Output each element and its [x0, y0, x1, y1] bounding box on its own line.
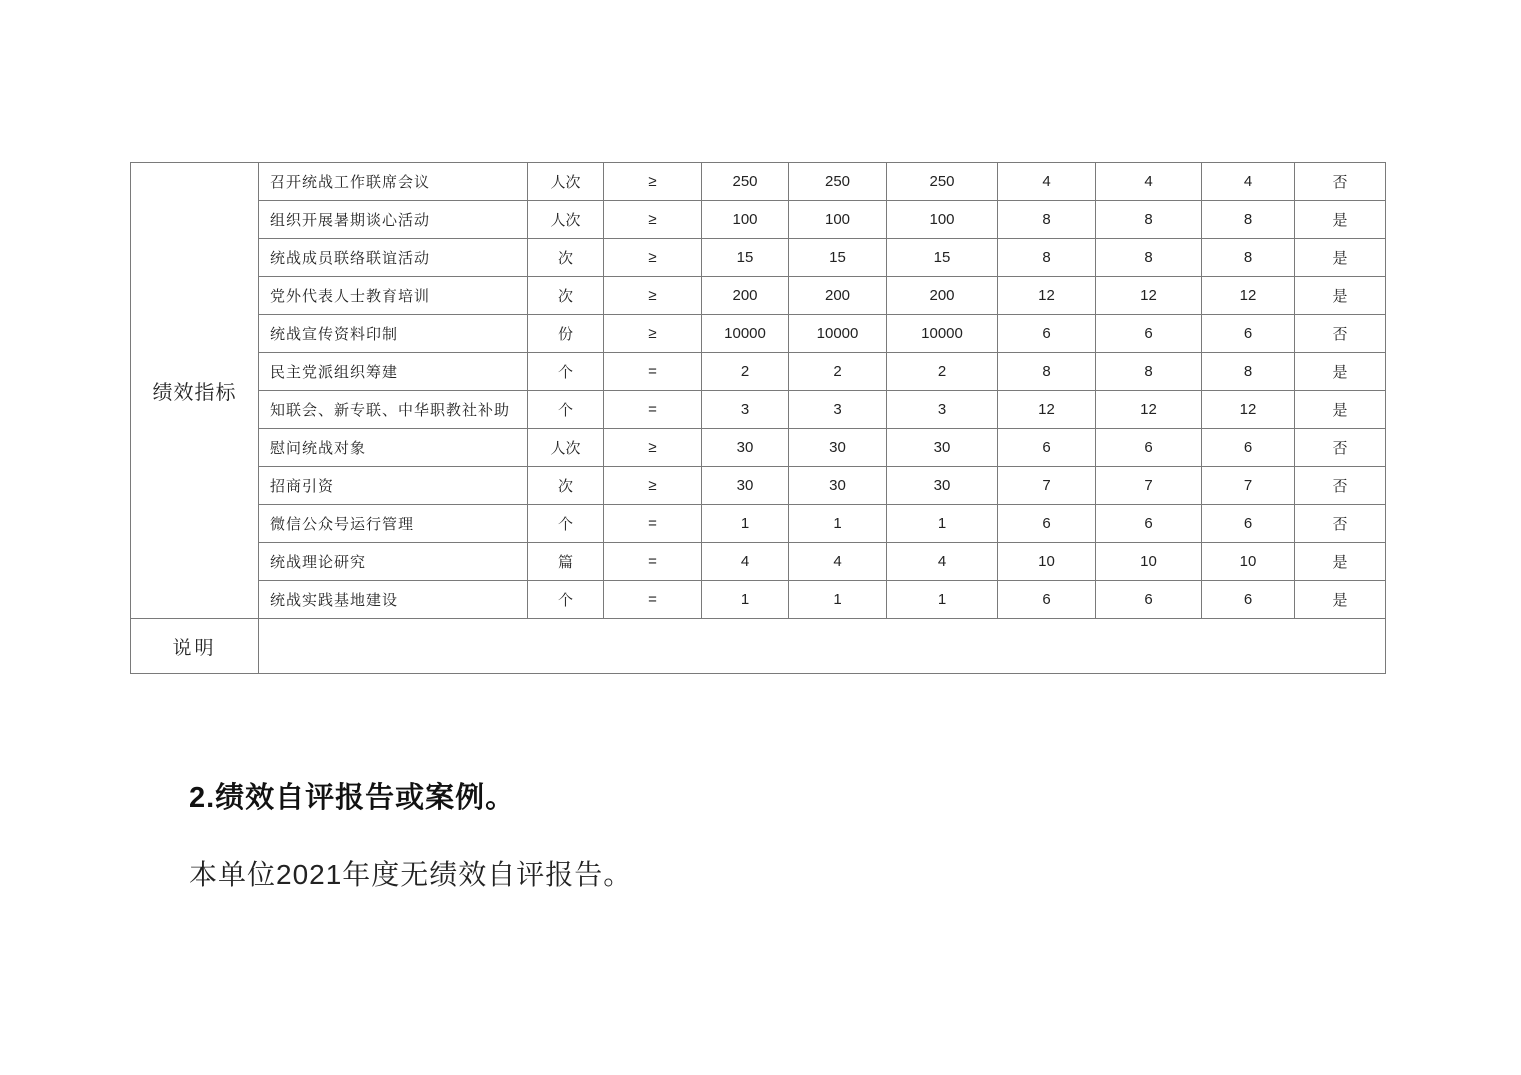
score-cell: 8 [1096, 201, 1202, 239]
score-cell: 12 [1202, 277, 1295, 315]
note-label: 说明 [131, 619, 259, 674]
score-cell: 12 [1096, 391, 1202, 429]
note-row [131, 619, 1386, 674]
value-cell: 2 [789, 353, 887, 391]
indicator-name-cell: 统战实践基地建设 [259, 581, 528, 619]
flag-cell: 否 [1295, 467, 1386, 505]
score-cell: 10 [1202, 543, 1295, 581]
operator-cell: = [604, 581, 702, 619]
flag-cell: 否 [1295, 163, 1386, 201]
table-row [131, 581, 1386, 619]
value-cell: 30 [887, 429, 998, 467]
value-cell: 250 [702, 163, 789, 201]
score-cell: 4 [998, 163, 1096, 201]
operator-cell: ≥ [604, 277, 702, 315]
indicator-name-cell: 组织开展暑期谈心活动 [259, 201, 528, 239]
indicator-name-cell: 民主党派组织筹建 [259, 353, 528, 391]
unit-cell: 份 [528, 315, 604, 353]
flag-cell: 是 [1295, 391, 1386, 429]
table-body [131, 163, 1386, 674]
score-cell: 6 [998, 581, 1096, 619]
score-cell: 12 [1202, 391, 1295, 429]
value-cell: 3 [789, 391, 887, 429]
score-cell: 8 [998, 201, 1096, 239]
value-cell: 250 [789, 163, 887, 201]
value-cell: 1 [789, 505, 887, 543]
value-cell: 30 [789, 429, 887, 467]
indicator-name-cell: 知联会、新专联、中华职教社补助 [259, 391, 528, 429]
operator-cell: ≥ [604, 239, 702, 277]
value-cell: 200 [789, 277, 887, 315]
indicator-name-cell: 统战宣传资料印制 [259, 315, 528, 353]
value-cell: 100 [789, 201, 887, 239]
operator-cell: ≥ [604, 201, 702, 239]
value-cell: 1 [887, 581, 998, 619]
value-cell: 30 [702, 429, 789, 467]
flag-cell: 是 [1295, 277, 1386, 315]
table-row [131, 505, 1386, 543]
score-cell: 8 [998, 239, 1096, 277]
unit-cell: 个 [528, 353, 604, 391]
score-cell: 6 [1202, 505, 1295, 543]
score-cell: 6 [1202, 315, 1295, 353]
unit-cell: 个 [528, 391, 604, 429]
value-cell: 15 [702, 239, 789, 277]
value-cell: 15 [789, 239, 887, 277]
value-cell: 2 [887, 353, 998, 391]
note-content [259, 619, 1386, 674]
table-row [131, 239, 1386, 277]
score-cell: 12 [998, 391, 1096, 429]
indicator-name-cell: 统战成员联络联谊活动 [259, 239, 528, 277]
value-cell: 4 [789, 543, 887, 581]
table-row [131, 429, 1386, 467]
score-cell: 12 [998, 277, 1096, 315]
value-cell: 2 [702, 353, 789, 391]
flag-cell: 是 [1295, 353, 1386, 391]
score-cell: 6 [1202, 429, 1295, 467]
category-label: 绩效指标 [131, 163, 259, 619]
indicator-name-cell: 统战理论研究 [259, 543, 528, 581]
value-cell: 30 [702, 467, 789, 505]
unit-cell: 个 [528, 505, 604, 543]
value-cell: 3 [702, 391, 789, 429]
operator-cell: ≥ [604, 163, 702, 201]
value-cell: 200 [887, 277, 998, 315]
value-cell: 1 [702, 505, 789, 543]
score-cell: 8 [1202, 353, 1295, 391]
indicator-name-cell: 党外代表人士教育培训 [259, 277, 528, 315]
section-heading: 2.绩效自评报告或案例。 [189, 782, 516, 814]
unit-cell: 次 [528, 277, 604, 315]
score-cell: 8 [998, 353, 1096, 391]
value-cell: 1 [789, 581, 887, 619]
indicator-name-cell: 招商引资 [259, 467, 528, 505]
table-row [131, 543, 1386, 581]
indicator-name-cell: 慰问统战对象 [259, 429, 528, 467]
operator-cell: ≥ [604, 467, 702, 505]
operator-cell: = [604, 505, 702, 543]
score-cell: 6 [998, 315, 1096, 353]
indicator-name-cell: 召开统战工作联席会议 [259, 163, 528, 201]
score-cell: 6 [1202, 581, 1295, 619]
unit-cell: 个 [528, 581, 604, 619]
score-cell: 6 [1096, 315, 1202, 353]
unit-cell: 人次 [528, 163, 604, 201]
unit-cell: 次 [528, 239, 604, 277]
flag-cell: 是 [1295, 581, 1386, 619]
value-cell: 1 [702, 581, 789, 619]
table-row [131, 391, 1386, 429]
value-cell: 30 [887, 467, 998, 505]
score-cell: 12 [1096, 277, 1202, 315]
flag-cell: 否 [1295, 429, 1386, 467]
score-cell: 4 [1202, 163, 1295, 201]
score-cell: 6 [1096, 429, 1202, 467]
score-cell: 7 [1096, 467, 1202, 505]
value-cell: 250 [887, 163, 998, 201]
score-cell: 6 [1096, 505, 1202, 543]
unit-cell: 篇 [528, 543, 604, 581]
table-row [131, 163, 1386, 201]
flag-cell: 否 [1295, 505, 1386, 543]
score-cell: 10 [1096, 543, 1202, 581]
operator-cell: = [604, 353, 702, 391]
table-row [131, 277, 1386, 315]
score-cell: 6 [998, 429, 1096, 467]
unit-cell: 人次 [528, 429, 604, 467]
flag-cell: 否 [1295, 315, 1386, 353]
table-row [131, 353, 1386, 391]
performance-indicator-table [130, 162, 1386, 674]
value-cell: 3 [887, 391, 998, 429]
value-cell: 10000 [702, 315, 789, 353]
score-cell: 8 [1096, 239, 1202, 277]
operator-cell: = [604, 543, 702, 581]
value-cell: 100 [702, 201, 789, 239]
operator-cell: ≥ [604, 315, 702, 353]
table-row [131, 467, 1386, 505]
value-cell: 4 [887, 543, 998, 581]
score-cell: 10 [998, 543, 1096, 581]
value-cell: 4 [702, 543, 789, 581]
value-cell: 1 [887, 505, 998, 543]
unit-cell: 次 [528, 467, 604, 505]
operator-cell: = [604, 391, 702, 429]
value-cell: 200 [702, 277, 789, 315]
flag-cell: 是 [1295, 239, 1386, 277]
score-cell: 4 [1096, 163, 1202, 201]
operator-cell: ≥ [604, 429, 702, 467]
section-paragraph: 本单位2021年度无绩效自评报告。 [189, 859, 633, 890]
flag-cell: 是 [1295, 201, 1386, 239]
score-cell: 8 [1202, 201, 1295, 239]
value-cell: 15 [887, 239, 998, 277]
score-cell: 6 [998, 505, 1096, 543]
unit-cell: 人次 [528, 201, 604, 239]
table-row [131, 315, 1386, 353]
score-cell: 7 [1202, 467, 1295, 505]
flag-cell: 是 [1295, 543, 1386, 581]
score-cell: 8 [1096, 353, 1202, 391]
value-cell: 10000 [887, 315, 998, 353]
table-row [131, 201, 1386, 239]
score-cell: 8 [1202, 239, 1295, 277]
score-cell: 6 [1096, 581, 1202, 619]
value-cell: 30 [789, 467, 887, 505]
value-cell: 100 [887, 201, 998, 239]
indicator-name-cell: 微信公众号运行管理 [259, 505, 528, 543]
value-cell: 10000 [789, 315, 887, 353]
score-cell: 7 [998, 467, 1096, 505]
